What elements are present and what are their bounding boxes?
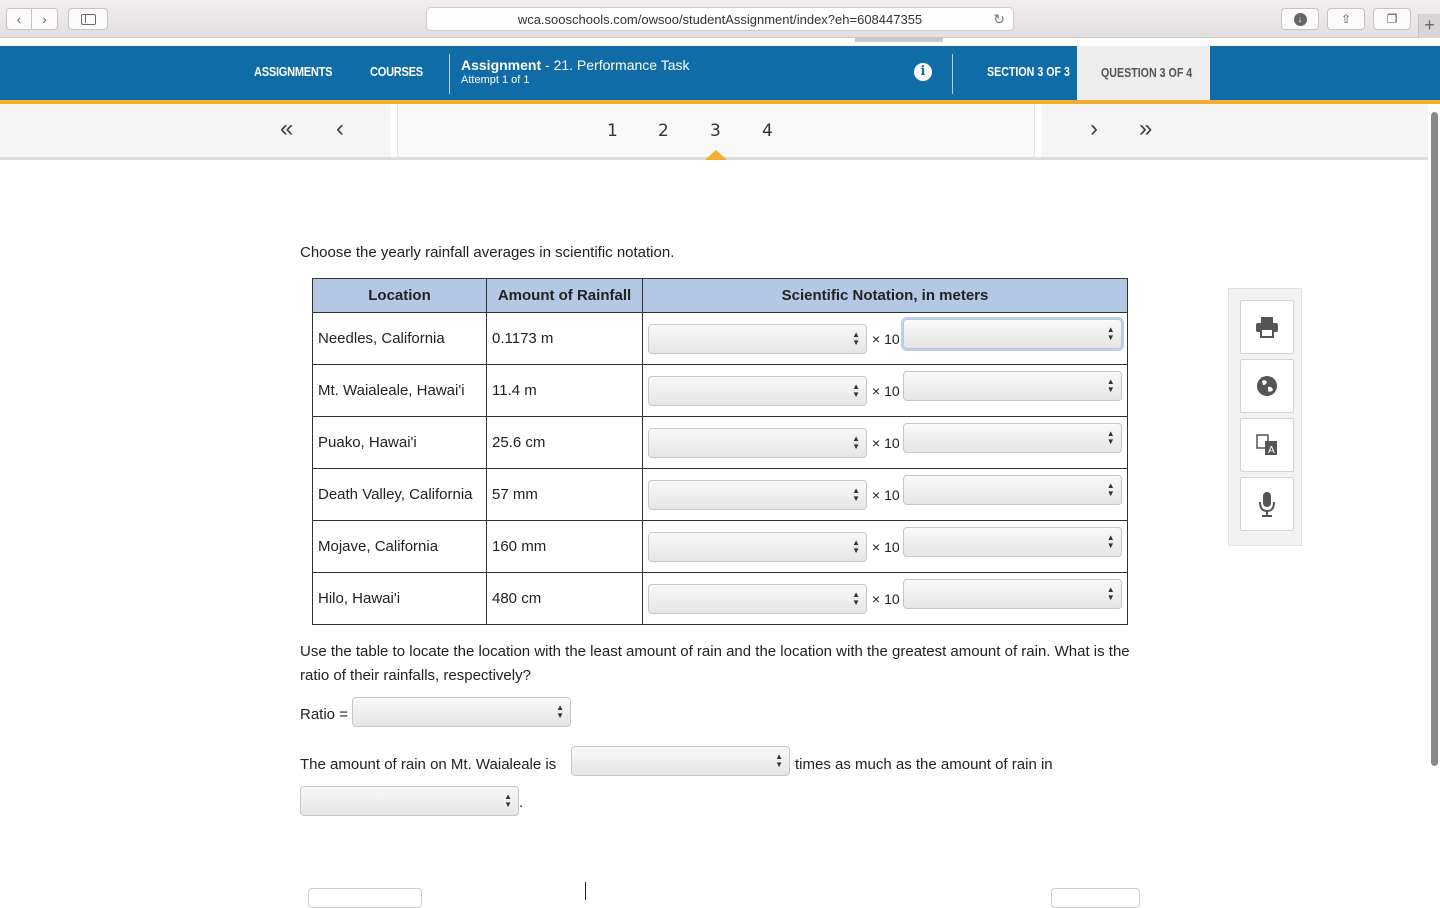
table-row — [313, 469, 1128, 521]
select-arrows-icon: ▲ ▼ — [1106, 480, 1115, 498]
language-button[interactable] — [1240, 418, 1294, 472]
microphone-icon — [1257, 491, 1277, 517]
amount-cell: 0.1173 m — [487, 313, 643, 365]
times-ten-label: × 10 — [872, 330, 900, 347]
location-cell: Hilo, Hawai'i — [313, 573, 487, 625]
select-arrows-icon: ▲ ▼ — [852, 433, 860, 451]
assignment-title — [461, 57, 690, 73]
column-header-location: Location — [313, 279, 487, 313]
select-arrows-icon: ▲ ▼ — [1106, 428, 1115, 446]
tabs-icon: ❐ — [1386, 12, 1398, 26]
page-3[interactable]: 3 — [710, 121, 721, 141]
page-2[interactable]: 2 — [658, 121, 669, 141]
first-page-icon[interactable]: « — [280, 115, 294, 142]
coefficient-select[interactable] — [648, 428, 867, 458]
coefficient-select[interactable] — [648, 584, 867, 614]
select-arrows-icon: ▲ ▼ — [852, 537, 860, 555]
select-arrows-icon: ▲ ▼ — [1106, 584, 1115, 602]
select-arrows-icon: ▲ ▼ — [1106, 324, 1115, 342]
table-row — [313, 521, 1128, 573]
exponent-select[interactable] — [903, 423, 1122, 453]
select-arrows-icon: ▲ ▼ — [852, 381, 860, 399]
location-cell: Needles, California — [313, 313, 487, 365]
browser-toolbar — [0, 0, 1440, 38]
next-button[interactable] — [1051, 888, 1140, 908]
translate-globe-button[interactable] — [1240, 359, 1294, 413]
times-ten-label: × 10 — [872, 486, 900, 503]
sentence-end: . — [519, 794, 524, 811]
select-arrows-icon: ▲ ▼ — [1106, 532, 1115, 550]
section-label: SECTION 3 OF 3 — [987, 64, 1070, 79]
table-row — [313, 573, 1128, 625]
coefficient-select[interactable] — [648, 532, 867, 562]
reload-icon[interactable]: ↻ — [993, 11, 1005, 27]
select-arrows-icon: ▲ ▼ — [852, 589, 860, 607]
nav-courses[interactable]: COURSES — [370, 64, 423, 79]
select-arrows-icon: ▲ ▼ — [1106, 376, 1115, 394]
printer-icon — [1255, 316, 1279, 338]
download-icon: ↓ — [1294, 13, 1307, 26]
select-arrows-icon: ▲ ▼ — [852, 485, 860, 503]
tab-indicator — [855, 38, 943, 42]
times-ten-label: × 10 — [872, 538, 900, 555]
pager-divider — [1035, 104, 1041, 157]
text-to-speech-button[interactable] — [1240, 477, 1294, 531]
table-row — [313, 417, 1128, 469]
amount-cell: 160 mm — [487, 521, 643, 573]
downloads-button[interactable] — [1281, 8, 1319, 30]
new-tab-button[interactable]: + — [1418, 14, 1440, 38]
svg-text:A: A — [1268, 445, 1275, 456]
table-row — [313, 365, 1128, 417]
header-divider — [952, 54, 953, 94]
current-page-caret — [705, 150, 727, 160]
sentence-prefix: The amount of rain on Mt. Waialeale is — [300, 756, 557, 773]
exponent-select[interactable] — [903, 527, 1122, 557]
exponent-select[interactable] — [903, 371, 1122, 401]
translate-icon — [1255, 433, 1279, 457]
assignment-label: Assignment — [461, 57, 542, 73]
assignment-name: - 21. Performance Task — [541, 57, 690, 73]
tools-panel — [1228, 288, 1302, 546]
times-ten-label: × 10 — [872, 434, 900, 451]
info-icon[interactable]: i — [914, 63, 932, 81]
previous-button[interactable] — [308, 888, 422, 908]
notation-cell — [643, 469, 1128, 521]
amount-cell: 25.6 cm — [487, 417, 643, 469]
location-select[interactable] — [300, 786, 519, 816]
url-text: wca.sooschools.com/owsoo/studentAssignment/index?eh=608447355 — [517, 11, 923, 27]
location-cell: Puako, Hawai'i — [313, 417, 487, 469]
table-header-row — [313, 279, 1128, 313]
browser-nav — [6, 8, 58, 30]
coefficient-select[interactable] — [648, 376, 867, 406]
times-ten-label: × 10 — [872, 590, 900, 607]
notation-cell — [643, 573, 1128, 625]
coefficient-select[interactable] — [648, 480, 867, 510]
location-cell: Death Valley, California — [313, 469, 487, 521]
ratio-label: Ratio = — [300, 706, 348, 723]
coefficient-select[interactable] — [648, 324, 867, 354]
select-arrows-icon: ▲ ▼ — [775, 752, 783, 769]
question-prompt: Choose the yearly rainfall averages in scientific notation. — [300, 244, 675, 261]
select-arrows-icon: ▲ ▼ — [504, 792, 512, 809]
notation-cell — [643, 521, 1128, 573]
times-select[interactable] — [571, 746, 790, 776]
select-arrows-icon: ▲ ▼ — [852, 329, 860, 347]
select-arrows-icon: ▲ ▼ — [556, 703, 564, 720]
globe-icon — [1256, 375, 1278, 397]
text-cursor — [585, 882, 586, 900]
column-header-amount: Amount of Rainfall — [487, 279, 643, 313]
ratio-select[interactable] — [352, 697, 571, 727]
question-label: QUESTION 3 OF 4 — [1101, 65, 1193, 80]
sidebar-icon — [81, 14, 96, 25]
amount-cell: 57 mm — [487, 469, 643, 521]
question-pager — [0, 104, 1440, 160]
tabs-button[interactable] — [1373, 8, 1411, 30]
last-page-icon[interactable]: » — [1139, 115, 1153, 142]
page-1[interactable]: 1 — [607, 121, 618, 141]
address-bar[interactable] — [426, 7, 1014, 31]
previous-page-icon[interactable]: ‹ — [336, 115, 344, 142]
column-header-notation: Scientific Notation, in meters — [643, 279, 1128, 313]
scrollbar-thumb[interactable] — [1431, 112, 1438, 766]
exponent-select[interactable] — [903, 475, 1122, 505]
amount-cell: 480 cm — [487, 573, 643, 625]
page-4[interactable]: 4 — [762, 121, 773, 141]
exponent-select[interactable] — [903, 579, 1122, 609]
browser-actions — [1281, 8, 1411, 30]
location-cell: Mt. Waialeale, Hawai'i — [313, 365, 487, 417]
times-ten-label: × 10 — [872, 382, 900, 399]
sidebar-toggle-button[interactable] — [68, 8, 108, 30]
forward-icon[interactable]: › — [32, 8, 58, 30]
nav-assignments[interactable]: ASSIGNMENTS — [254, 64, 333, 79]
print-button[interactable] — [1240, 300, 1294, 354]
amount-cell: 11.4 m — [487, 365, 643, 417]
attempt-label: Attempt 1 of 1 — [461, 74, 530, 86]
header-divider — [449, 54, 450, 94]
table-row — [313, 313, 1128, 365]
question-tab — [1077, 46, 1210, 104]
next-page-icon[interactable]: › — [1090, 115, 1098, 142]
ratio-question: Use the table to locate the location with the least amount of rain and the location with the greatest amount of rain. What is the ratio of their rainfalls, respectively? — [300, 643, 1130, 684]
exponent-select[interactable] — [903, 319, 1122, 349]
notation-cell — [643, 417, 1128, 469]
rainfall-table — [312, 278, 1128, 625]
back-icon[interactable]: ‹ — [6, 8, 32, 30]
share-button[interactable] — [1327, 8, 1365, 30]
notation-cell — [643, 365, 1128, 417]
app-header — [0, 46, 1440, 100]
notation-cell — [643, 313, 1128, 365]
location-cell: Mojave, California — [313, 521, 487, 573]
share-icon: ⇧ — [1340, 12, 1352, 26]
sentence-suffix: times as much as the amount of rain in — [795, 756, 1053, 773]
